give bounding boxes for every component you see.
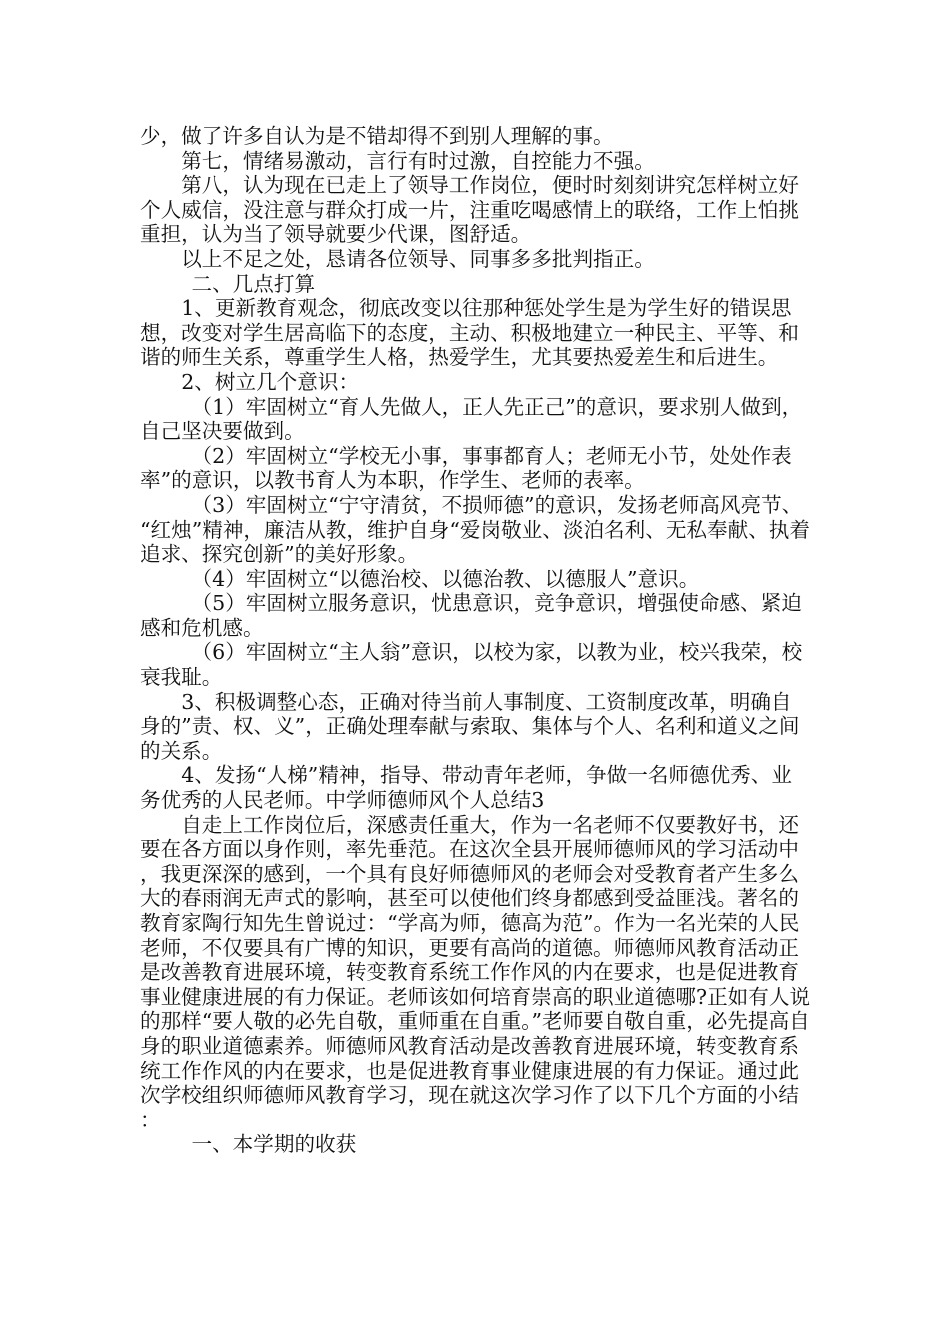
awareness-three: （3）牢固树立“宁守清贫，不损师德”的意识，发扬老师高风亮节、“红烛”精神，廉洁从教，维护自身“爱岗敬业、淡泊名利、无私奉献、执着追求、探究创新”的美好形象。 (140, 492, 810, 567)
plan-three: 3、积极调整心态，正确对待当前人事制度、工资制度改革，明确自身的”责、权、义”，正确处理奉献与索取、集体与个人、名利和道义之间的关系。 (140, 689, 800, 763)
awareness-six: （6）牢固树立“主人翁”意识，以校为家，以教为业，校兴我荣，校衰我耻。 (140, 640, 803, 690)
point-eight: 第八，认为现在已走上了领导工作岗位，便时时刻刻讲究怎样树立好个人威信，没注意与群众打成一片，注重吃喝感情上的联络，工作上怕挑重担，认为当了领导就要少代课，图舒适。 (140, 173, 799, 247)
closing-request: 以上不足之处，恳请各位领导、同事多多批判指正。 (181, 246, 655, 271)
section-heading-plans: 二、几点打算 (191, 271, 316, 296)
continuation-paragraph: 少，做了许多自认为是不错却得不到别人理解的事。 (140, 124, 614, 148)
plan-one: 1、更新教育观念，彻底改变以往那种惩处学生是为学生好的错误思想，改变对学生居高临下的态度，主动、积极地建立一种民主、平等、和谐的师生关系，尊重学生人格，热爱学生，尤其要热爱差生和后进生。 (140, 296, 799, 370)
summary-intro: 自走上工作岗位后，深感责任重大，作为一名老师不仅要教好书，还要在各方面以身作则，率先垂范。在这次全县开展师德师风的学习活动中，我更深深的感到，一个具有良好师德师风的老师会对受教育者产生多么大的春雨润无声式的影响，甚至可以使他们终身都感到受益匪浅。著名的教育家陶行知先生曾说过：“学高为师，德高为范”。作为一名光荣的人民老师，不仅要具有广博的知识，更要有高尚的道德。师德师风教育活动正是改善教育进展环境，转变教育系统工作作风的内在要求，也是促进教育事业健康进展的有力保证。老师该如何培育崇高的职业道德哪?正如有人说的那样“要人敬的必先自敬，重师重在自重。”老师要自敬自重，必先提高自身的职业道德素养。师德师风教育活动是改善教育进展环境，转变教育系统工作作风的内在要求，也是促进教育事业健康进展的有力保证。通过此次学校组织师德师风教育学习，现在就这次学习作了以下几个方面的小结： (140, 812, 811, 1132)
document-body (140, 124, 812, 1157)
plan-four: 4、发扬“人梯”精神，指导、带动青年老师，争做一名师德优秀、业务优秀的人民老师。中学师德师风个人总结3 (140, 763, 792, 813)
awareness-two: （2）牢固树立“学校无小事，事事都育人；老师无小节，处处作表率”的意识，以教书育人为本职，作学生、老师的表率。 (140, 443, 792, 493)
section-heading-gains: 一、本学期的收获 (191, 1132, 357, 1157)
point-seven: 第七，情绪易激动，言行有时过激，自控能力不强。 (181, 148, 655, 173)
awareness-four: （4）牢固树立“以德治校、以德治教、以德服人”意识。 (191, 566, 700, 591)
awareness-five: （5）牢固树立服务意识，忧患意识，竞争意识，增强使命感、紧迫感和危机感。 (140, 591, 802, 640)
plan-two: 2、树立几个意识： (181, 369, 360, 394)
awareness-one: （1）牢固树立“育人先做人，正人先正己”的意识，要求别人做到，自己坚决要做到。 (140, 394, 803, 444)
